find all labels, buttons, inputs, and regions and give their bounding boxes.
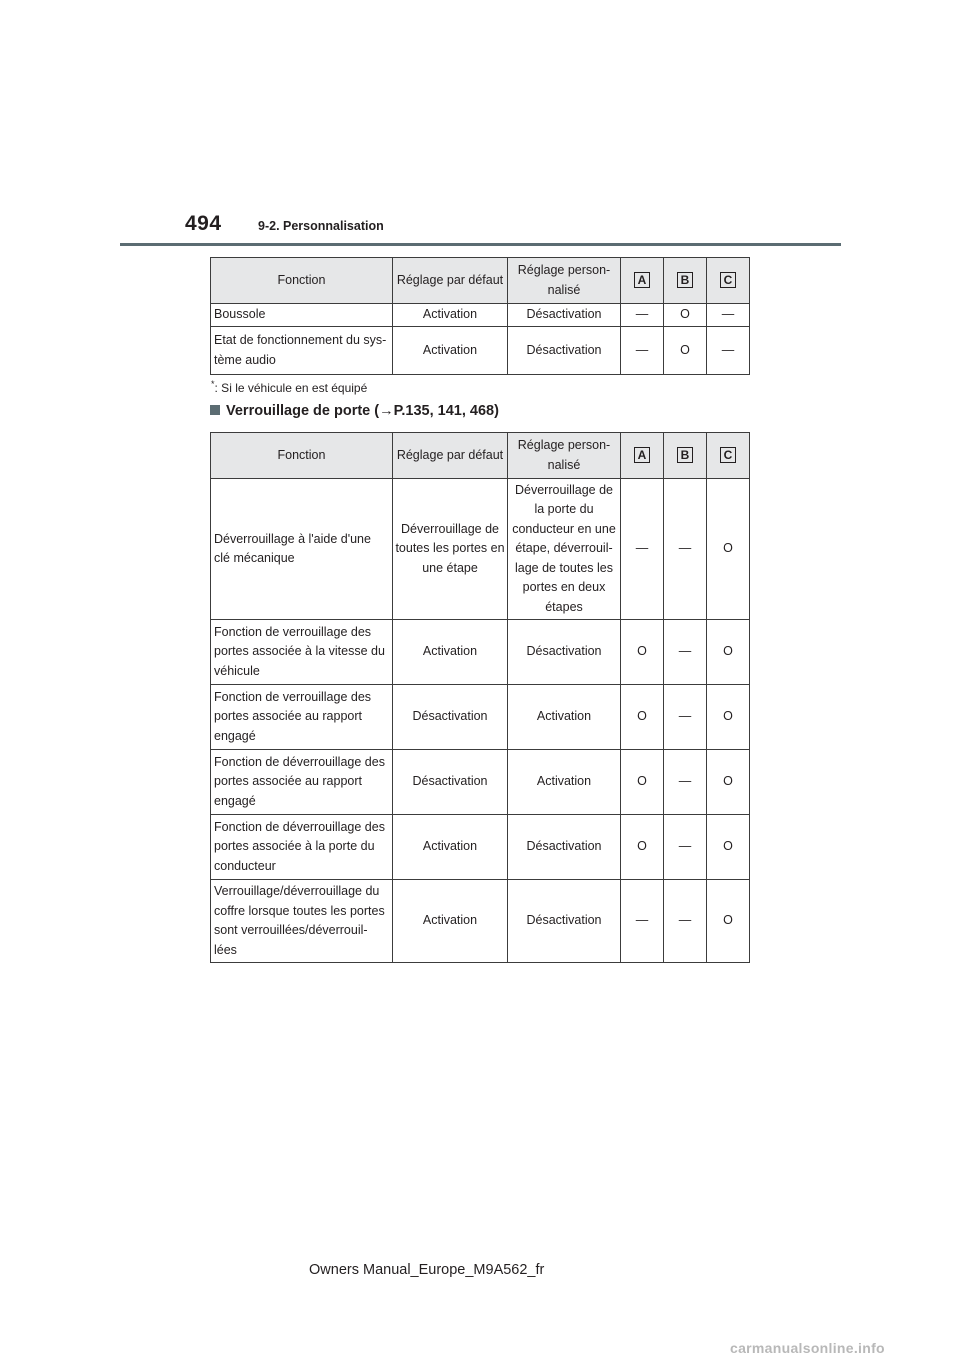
cell-a: — xyxy=(621,479,664,620)
section-square-icon xyxy=(210,405,220,415)
header-default: Réglage par défaut xyxy=(393,258,508,304)
cell-b: — xyxy=(664,750,707,815)
cell-function: Boussole xyxy=(211,304,393,327)
cell-custom: Activation xyxy=(508,685,621,750)
settings-table-door-lock xyxy=(210,432,750,963)
header-a xyxy=(621,433,664,479)
cell-custom: Déverrouillage de la porte du conducteur en une étape, déverrouil-lage de toutes les portes en deux étapes xyxy=(508,479,621,620)
table-row xyxy=(211,620,750,685)
table-row xyxy=(211,750,750,815)
header-b xyxy=(664,258,707,304)
cell-default: Activation xyxy=(393,327,508,375)
header-b xyxy=(664,433,707,479)
cell-a: O xyxy=(621,815,664,880)
cell-c: O xyxy=(707,815,750,880)
footnote xyxy=(211,379,367,395)
table-row xyxy=(211,304,750,327)
general-table-body xyxy=(211,304,750,375)
header-custom: Réglage person-nalisé xyxy=(508,433,621,479)
cell-custom: Désactivation xyxy=(508,880,621,963)
cell-custom: Désactivation xyxy=(508,304,621,327)
column-c-label: C xyxy=(720,447,736,463)
cell-function: Fonction de déverrouillage des portes associée à la porte du conducteur xyxy=(211,815,393,880)
cell-a: O xyxy=(621,620,664,685)
column-b-label: B xyxy=(677,272,693,288)
footnote-text: : Si le véhicule en est équipé xyxy=(214,381,368,395)
section-title: 9-2. Personnalisation xyxy=(258,219,384,233)
cell-c: O xyxy=(707,479,750,620)
header-c xyxy=(707,258,750,304)
cell-custom: Désactivation xyxy=(508,815,621,880)
cell-b: — xyxy=(664,815,707,880)
door-table-body xyxy=(211,479,750,963)
cell-a: O xyxy=(621,685,664,750)
header-a xyxy=(621,258,664,304)
cell-c: O xyxy=(707,685,750,750)
cell-default: Activation xyxy=(393,880,508,963)
cell-c: — xyxy=(707,327,750,375)
cell-default: Activation xyxy=(393,620,508,685)
cell-b: — xyxy=(664,620,707,685)
header-function: Fonction xyxy=(211,258,393,304)
table-header-row xyxy=(211,258,750,304)
cell-default: Activation xyxy=(393,304,508,327)
table-row xyxy=(211,815,750,880)
cell-a: O xyxy=(621,750,664,815)
table-row xyxy=(211,880,750,963)
cell-default: Activation xyxy=(393,815,508,880)
column-b-label: B xyxy=(677,447,693,463)
cell-default: Déverrouillage de toutes les portes en une étape xyxy=(393,479,508,620)
door-lock-heading xyxy=(210,403,499,419)
header-default: Réglage par défaut xyxy=(393,433,508,479)
cell-b: O xyxy=(664,304,707,327)
cell-function: Déverrouillage à l'aide d'une clé mécanique xyxy=(211,479,393,620)
table-row xyxy=(211,327,750,375)
header-function: Fonction xyxy=(211,433,393,479)
cell-custom: Désactivation xyxy=(508,327,621,375)
header-c xyxy=(707,433,750,479)
watermark: carmanualsonline.info xyxy=(730,1340,885,1356)
cell-function: Fonction de verrouillage des portes associée à la vitesse du véhicule xyxy=(211,620,393,685)
cell-b: — xyxy=(664,880,707,963)
manual-footer: Owners Manual_Europe_M9A562_fr xyxy=(309,1262,545,1278)
cell-function: Etat de fonctionnement du sys-tème audio xyxy=(211,327,393,375)
cell-b: — xyxy=(664,685,707,750)
cell-function: Verrouillage/déverrouillage du coffre lorsque toutes les portes sont verrouillées/déverrouil-lées xyxy=(211,880,393,963)
column-a-label: A xyxy=(634,447,650,463)
cell-c: O xyxy=(707,750,750,815)
cell-custom: Activation xyxy=(508,750,621,815)
table-row xyxy=(211,685,750,750)
cell-function: Fonction de déverrouillage des portes associée au rapport engagé xyxy=(211,750,393,815)
table-row xyxy=(211,479,750,620)
column-c-label: C xyxy=(720,272,736,288)
door-lock-heading-text: Verrouillage de porte (→P.135, 141, 468) xyxy=(226,403,499,419)
table-header-row xyxy=(211,433,750,479)
cell-b: — xyxy=(664,479,707,620)
cell-c: O xyxy=(707,880,750,963)
header-rule xyxy=(120,243,841,246)
footnote-mark: * xyxy=(211,379,215,389)
cell-c: — xyxy=(707,304,750,327)
page-number: 494 xyxy=(185,212,222,235)
cell-custom: Désactivation xyxy=(508,620,621,685)
cell-a: — xyxy=(621,880,664,963)
cell-default: Désactivation xyxy=(393,685,508,750)
settings-table-general xyxy=(210,257,750,375)
cell-default: Désactivation xyxy=(393,750,508,815)
cell-b: O xyxy=(664,327,707,375)
cell-a: — xyxy=(621,327,664,375)
cell-c: O xyxy=(707,620,750,685)
column-a-label: A xyxy=(634,272,650,288)
cell-a: — xyxy=(621,304,664,327)
cell-function: Fonction de verrouillage des portes associée au rapport engagé xyxy=(211,685,393,750)
header-custom: Réglage person-nalisé xyxy=(508,258,621,304)
